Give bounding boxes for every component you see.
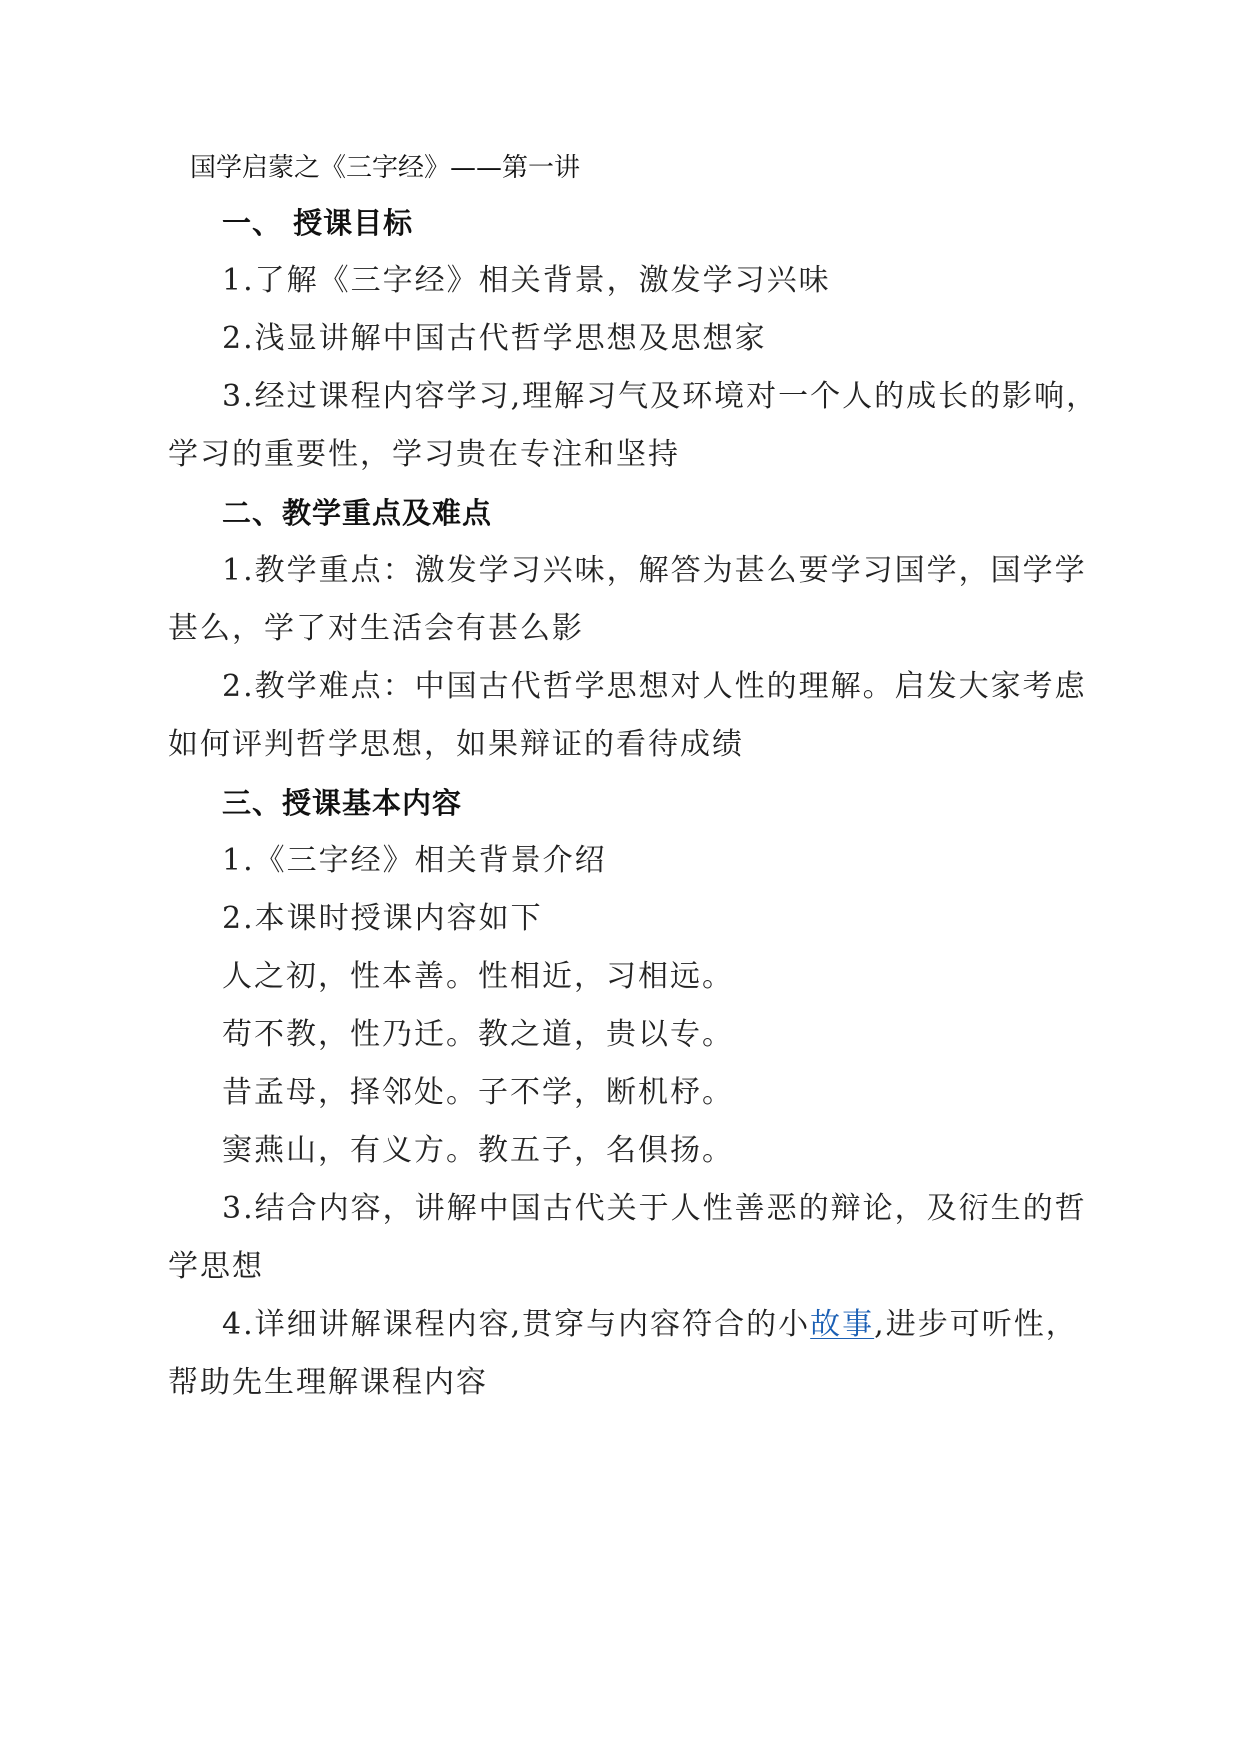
content-item-3-line-2: 学思想: [168, 1249, 264, 1284]
document-title: 国学启蒙之《三字经》——第一讲: [190, 153, 581, 183]
key-point-item-1-line-2: 甚么，学了对生活会有甚么影: [168, 611, 584, 646]
content-item-4-text-b: ,进步可听性，: [874, 1307, 1078, 1342]
section-heading-objectives: 一、 授课目标: [222, 206, 414, 240]
content-item-1: 1.《三字经》相关背景介绍: [222, 843, 607, 878]
section-heading-key-points: 二、教学重点及难点: [222, 496, 493, 530]
key-point-item-2-line-2: 如何评判哲学思想，如果辩证的看待成绩: [168, 727, 744, 762]
objective-item-3-line-2: 学习的重要性，学习贵在专注和坚持: [168, 437, 680, 472]
verse-line-3: 昔孟母，择邻处。子不学，断机杼。: [222, 1075, 734, 1110]
section-heading-content: 三、授课基本内容: [222, 786, 463, 820]
objective-item-3-line-1: 3.经过课程内容学习,理解习气及环境对一个人的成长的影响，: [222, 379, 1099, 414]
content-item-4-line-1: [222, 1305, 1078, 1345]
verse-line-2: 苟不教，性乃迁。教之道，贵以专。: [222, 1017, 734, 1052]
verse-line-4: 窦燕山，有义方。教五子，名俱扬。: [222, 1133, 734, 1168]
verse-line-1: 人之初，性本善。性相近，习相远。: [222, 959, 734, 994]
key-point-item-1-line-1: 1.教学重点：激发学习兴味，解答为甚么要学习国学，国学学: [222, 553, 1087, 588]
content-item-4-text-a: 4.详细讲解课程内容,贯穿与内容符合的小: [222, 1307, 811, 1342]
objective-item-1: 1.了解《三字经》相关背景，激发学习兴味: [222, 263, 831, 298]
content-item-3-line-1: 3.结合内容，讲解中国古代关于人性善恶的辩论，及衍生的哲: [222, 1191, 1087, 1226]
content-item-4-line-2: 帮助先生理解课程内容: [168, 1365, 488, 1400]
content-item-2: 2.本课时授课内容如下: [222, 901, 543, 936]
key-point-item-2-line-1: 2.教学难点：中国古代哲学思想对人性的理解。启发大家考虑: [222, 669, 1087, 704]
objective-item-2: 2.浅显讲解中国古代哲学思想及思想家: [222, 321, 767, 356]
story-link[interactable]: 故事: [810, 1307, 875, 1342]
